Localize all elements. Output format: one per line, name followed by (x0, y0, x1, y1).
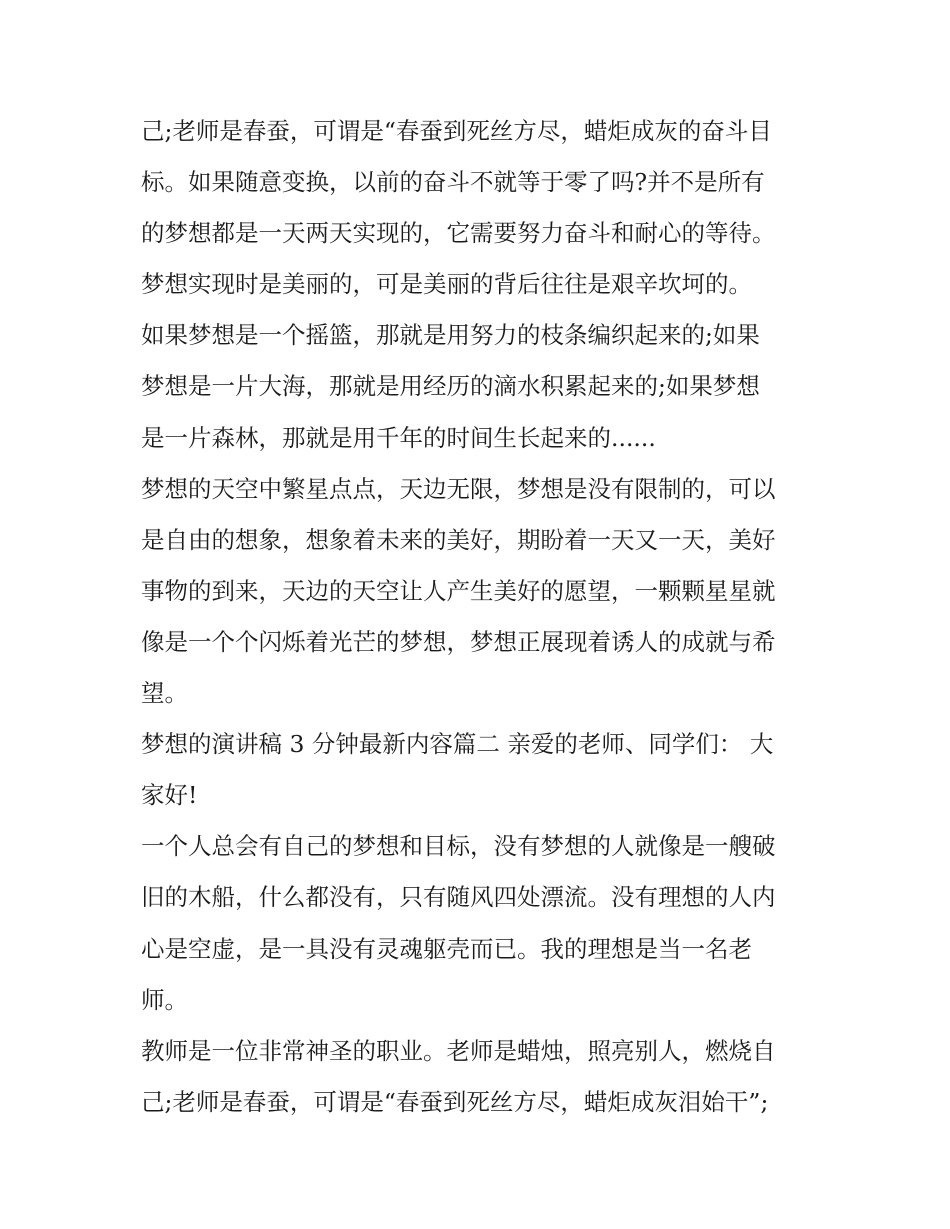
text-line: 师。 (141, 985, 188, 1014)
text-line: 己;老师是春蚕，可谓是“春蚕到死丝方尽，蜡炬成灰泪始干”; (141, 1087, 769, 1116)
text-line: 一个人总会有自己的梦想和目标，没有梦想的人就像是一艘破 (141, 832, 776, 861)
text-line: 家好! (141, 781, 198, 810)
text-line: 望。 (141, 679, 188, 708)
text-line: 梦想实现时是美丽的，可是美丽的背后往往是艰辛坎坷的。 (141, 270, 752, 299)
text-line: 教师是一位非常神圣的职业。老师是蜡烛，照亮别人，燃烧自 (141, 1036, 776, 1065)
text-line: 是一片森林，那就是用千年的时间生长起来的...... (141, 423, 656, 452)
text-line: 的梦想都是一天两天实现的，它需要努力奋斗和耐心的等待。 (141, 219, 776, 248)
text-line: 梦想是一片大海，那就是用经历的滴水积累起来的;如果梦想 (141, 372, 760, 401)
text-line: 如果梦想是一个摇篮，那就是用努力的枝条编织起来的;如果 (141, 321, 760, 350)
text-line: 心是空虚，是一具没有灵魂躯壳而已。我的理想是当一名老 (141, 934, 752, 963)
text-line: 己;老师是春蚕，可谓是“春蚕到死丝方尽，蜡炬成灰的奋斗目 (141, 117, 772, 145)
text-line: 是自由的想象，想象着未来的美好，期盼着一天又一天，美好 (141, 525, 776, 554)
text-line: 梦想的天空中繁星点点，天边无限，梦想是没有限制的，可以 (141, 474, 776, 503)
text-line: 标。如果随意变换，以前的奋斗不就等于零了吗?并不是所有 (141, 168, 765, 197)
body-text (141, 106, 813, 1128)
text-line: 旧的木船，什么都没有，只有随风四处漂流。没有理想的人内 (141, 883, 776, 912)
text-line: 像是一个个闪烁着光芒的梦想，梦想正展现着诱人的成就与希 (141, 627, 776, 656)
section-heading-line: 梦想的演讲稿 3 分钟最新内容篇二 亲爱的老师、同学们： 大 (141, 730, 774, 759)
text-line: 事物的到来，天边的天空让人产生美好的愿望，一颗颗星星就 (141, 576, 776, 605)
